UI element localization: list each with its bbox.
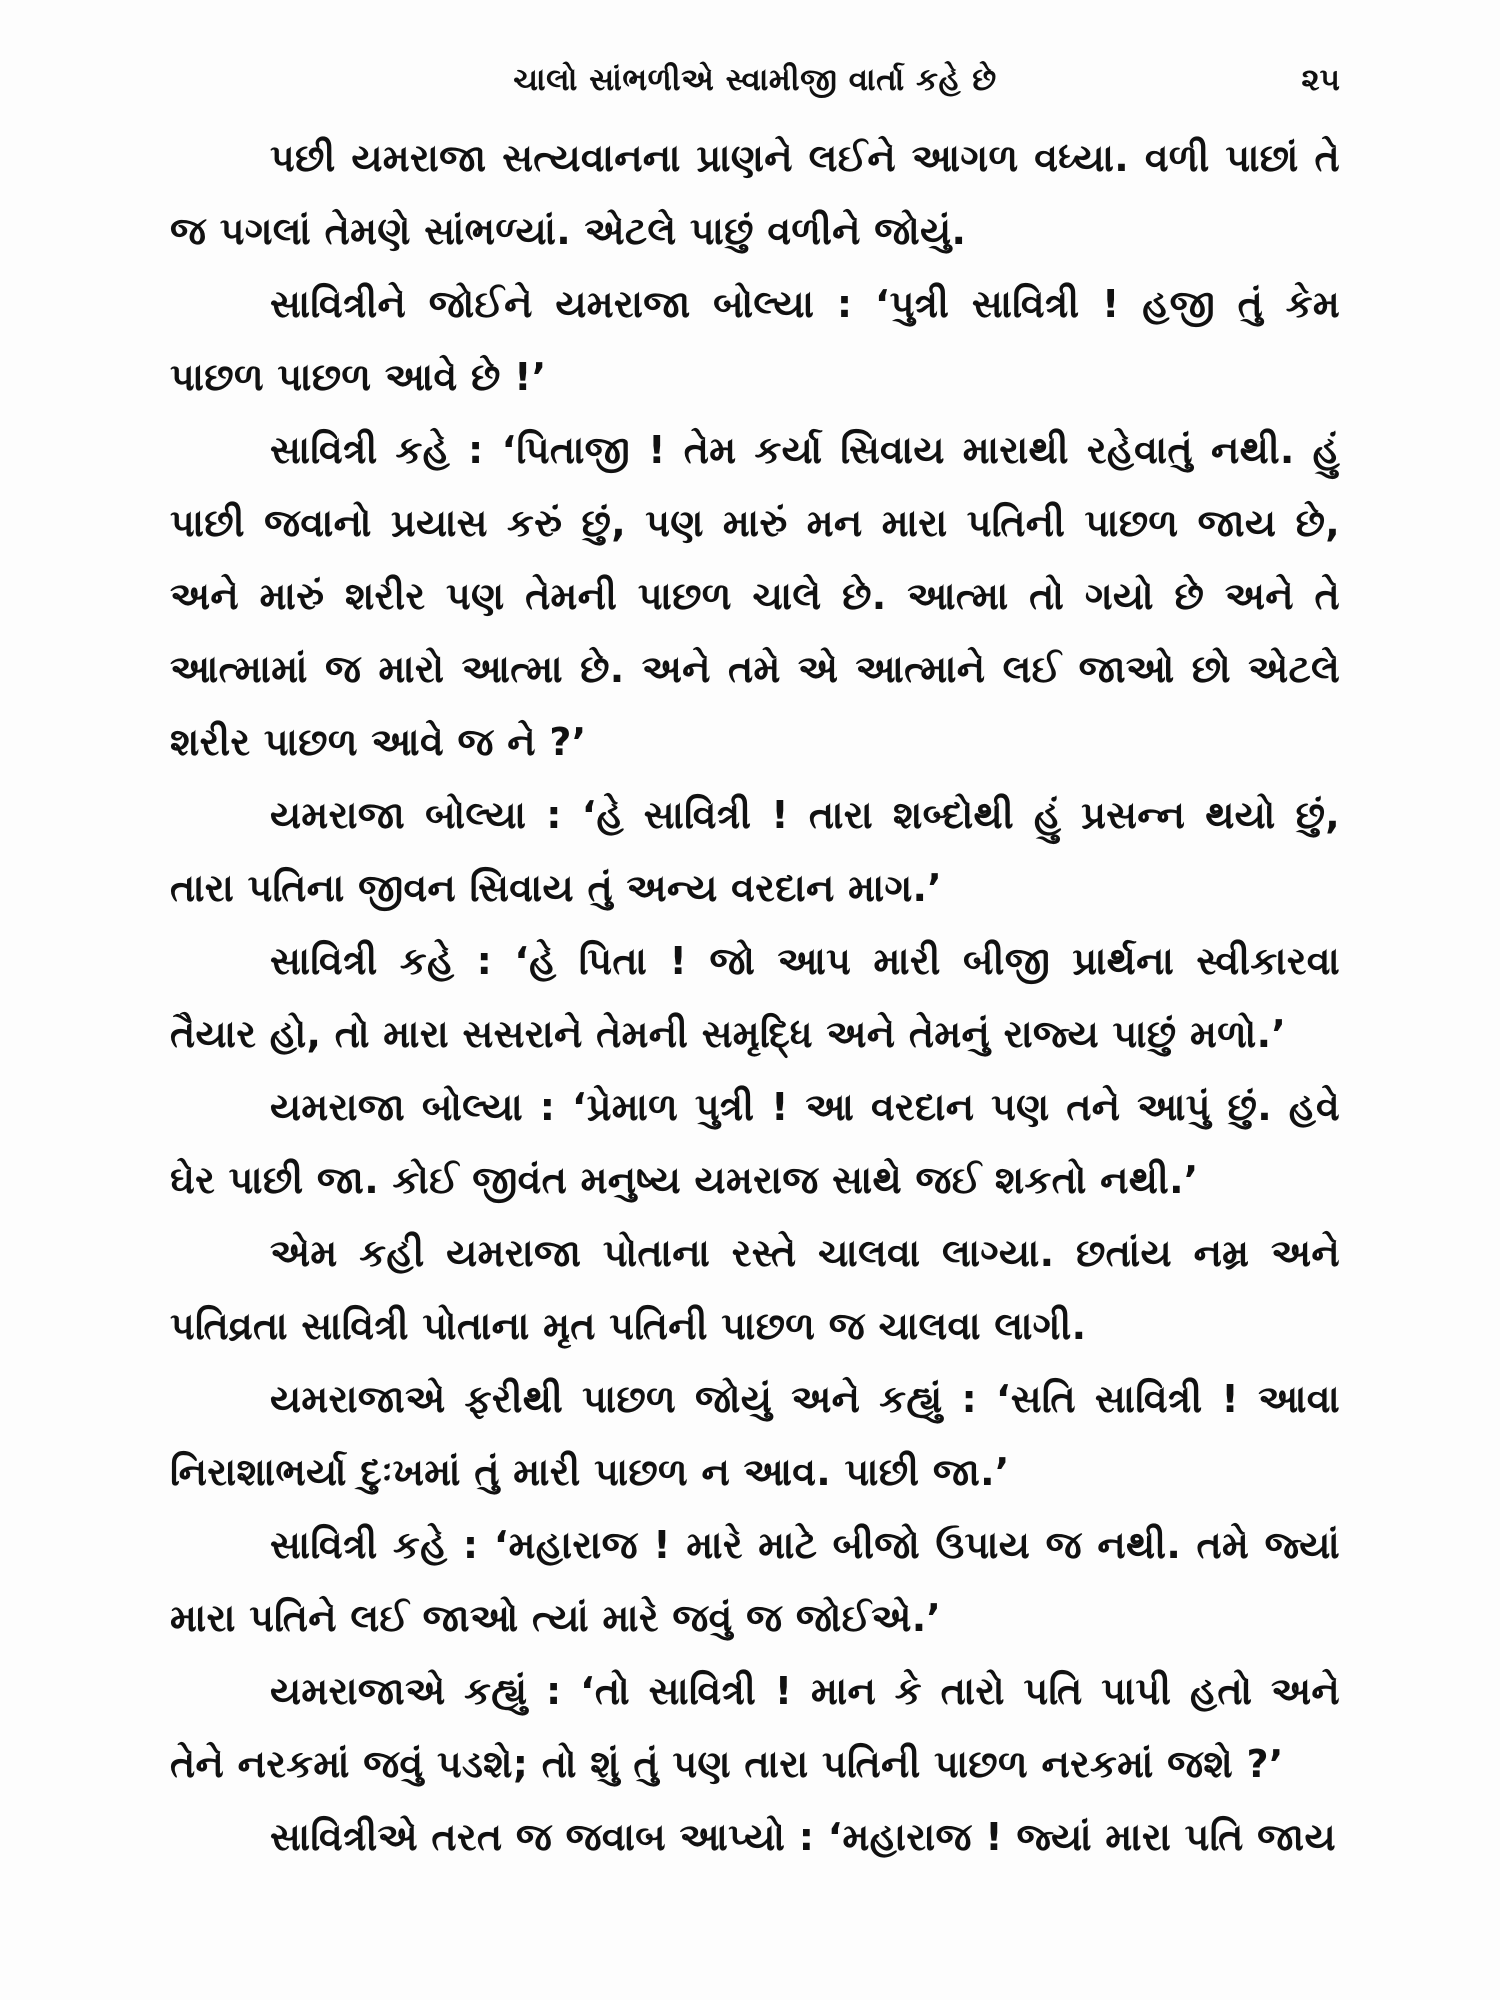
paragraph: યમરાજાએ ફરીથી પાછળ જોયું અને કહ્યું : ‘સતિ સાવિત્રી ! આવા નિરાશાભર્યા દુઃખમાં તું મારી પાછળ ન આવ. પાછી જા.’ — [170, 1377, 1340, 1494]
paragraph: સાવિત્રી કહે : ‘પિતાજી ! તેમ કર્યા સિવાય મારાથી રહેવાતું નથી. હું પાછી જવાનો પ્રયાસ કરું છું, પણ મારું મન મારા પતિની પાછળ જાય છે, અને મારું શરીર પણ તેમની પાછળ ચાલે છે. આત્મા તો ગયો છે અને તે આત્મામાં જ મારો આત્મા છે. અને તમે એ આત્માને લઈ જાઓ છો એટલે શરીર પાછળ આવે જ ને ?’ — [170, 428, 1340, 764]
page-number: ૨૫ — [1301, 62, 1340, 98]
body-text — [170, 122, 1340, 1874]
paragraph: એમ કહી યમરાજા પોતાના રસ્તે ચાલવા લાગ્યા. છતાંય નમ્ર અને પતિવ્રતા સાવિત્રી પોતાના મૃત પતિની પાછળ જ ચાલવા લાગી. — [170, 1231, 1340, 1348]
paragraph: સાવિત્રીને જોઈને યમરાજા બોલ્યા : ‘પુત્રી સાવિત્રી ! હજી તું કેમ પાછળ પાછળ આવે છે !’ — [170, 282, 1340, 399]
paragraph: યમરાજા બોલ્યા : ‘પ્રેમાળ પુત્રી ! આ વરદાન પણ તને આપું છું. હવે ઘેર પાછી જા. કોઈ જીવંત મનુષ્ય યમરાજ સાથે જઈ શકતો નથી.’ — [170, 1085, 1340, 1202]
paragraph: યમરાજા બોલ્યા : ‘હે સાવિત્રી ! તારા શબ્દોથી હું પ્રસન્ન થયો છું, તારા પતિના જીવન સિવાય તું અન્ય વરદાન માગ.’ — [170, 793, 1340, 910]
paragraph: પછી યમરાજા સત્યવાનના પ્રાણને લઈને આગળ વધ્યા. વળી પાછાં તે જ પગલાં તેમણે સાંભળ્યાં. એટલે પાછું વળીને જોયું. — [170, 136, 1340, 253]
running-header — [170, 62, 1340, 112]
paragraph: સાવિત્રી કહે : ‘હે પિતા ! જો આપ મારી બીજી પ્રાર્થના સ્વીકારવા તૈયાર હો, તો મારા સસરાને તેમની સમૃદ્ધિ અને તેમનું રાજ્ય પાછું મળો.’ — [170, 939, 1340, 1056]
running-title: ચાલો સાંભળીએ સ્વામીજી વાર્તા કહે છે — [513, 62, 997, 98]
paragraph: યમરાજાએ કહ્યું : ‘તો સાવિત્રી ! માન કે તારો પતિ પાપી હતો અને તેને નરકમાં જવું પડશે; તો શું તું પણ તારા પતિની પાછળ નરકમાં જશે ?’ — [170, 1669, 1340, 1786]
paragraph: સાવિત્રીએ તરત જ જવાબ આપ્યો : ‘મહારાજ ! જ્યાં મારા પતિ જાય — [270, 1815, 1336, 1859]
paragraph: સાવિત્રી કહે : ‘મહારાજ ! મારે માટે બીજો ઉપાય જ નથી. તમે જ્યાં મારા પતિને લઈ જાઓ ત્યાં મારે જવું જ જોઈએ.’ — [170, 1523, 1340, 1640]
